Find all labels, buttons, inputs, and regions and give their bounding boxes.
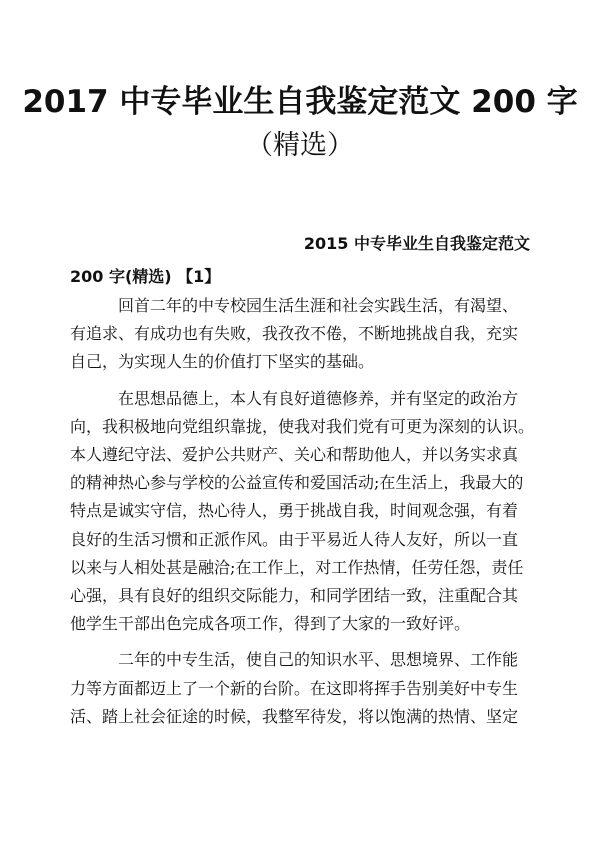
document-title-line-1: 2017 中专毕业生自我鉴定范文 200 字: [22, 84, 578, 120]
paragraph-line: 二年的中专生活，使自己的知识水平、思想境界、工作能: [118, 650, 519, 670]
paragraph-line: 他学生干部出色完成各项工作，得到了大家的一致好评。: [70, 614, 471, 634]
subheading-line-2: 200 字(精选) 【1】: [70, 267, 221, 286]
paragraph-line: 心强，具有良好的组织交际能力，和同学团结一致，注重配合其: [70, 586, 519, 606]
paragraph-line: 特点是诚实守信，热心待人，勇于挑战自我，时间观念强，有着: [70, 501, 519, 521]
paragraph-3: [70, 646, 532, 731]
paragraph-line: 力等方面都迈上了一个新的台阶。在这即将挥手告别美好中专生: [70, 678, 519, 698]
paragraph-line: 回首二年的中专校园生活生涯和社会实践生活，有渴望、: [118, 296, 519, 315]
document-body: [70, 292, 535, 739]
paragraph-line: 的精神热心参与学校的公益宣传和爱国活动;在生活上，我最大的: [70, 473, 524, 493]
document-title-line-2: （精选）: [246, 130, 354, 161]
paragraph-line: 本人遵纪守法、爱护公共财产、关心和帮助他人，并以务实求真: [70, 445, 519, 465]
paragraph-line: 在思想品德上，本人有良好道德修养，并有坚定的政治方: [118, 388, 519, 408]
paragraph-line: 向，我积极地向党组织靠拢，使我对我们党有可更为深刻的认识。: [70, 416, 535, 436]
paragraph-line: 以来与人相处甚是融洽;在工作上，对工作热情，任劳任怨，责任: [70, 557, 524, 577]
paragraph-line: 自己，为实现人生的价值打下坚实的基础。: [70, 352, 375, 372]
paragraph-1: [70, 292, 532, 377]
paragraph-line: 有追求、有成功也有失败，我孜孜不倦，不断地挑战自我，充实: [70, 324, 519, 344]
paragraph-line: 良好的生活习惯和正派作风。由于平易近人待人友好，所以一直: [70, 529, 519, 549]
paragraph-2: [70, 385, 535, 639]
paragraph-line: 活、踏上社会征途的时候，我整军待发，将以饱满的热情、坚定: [70, 706, 519, 726]
subheading-line-1: 2015 中专毕业生自我鉴定范文: [303, 234, 530, 253]
